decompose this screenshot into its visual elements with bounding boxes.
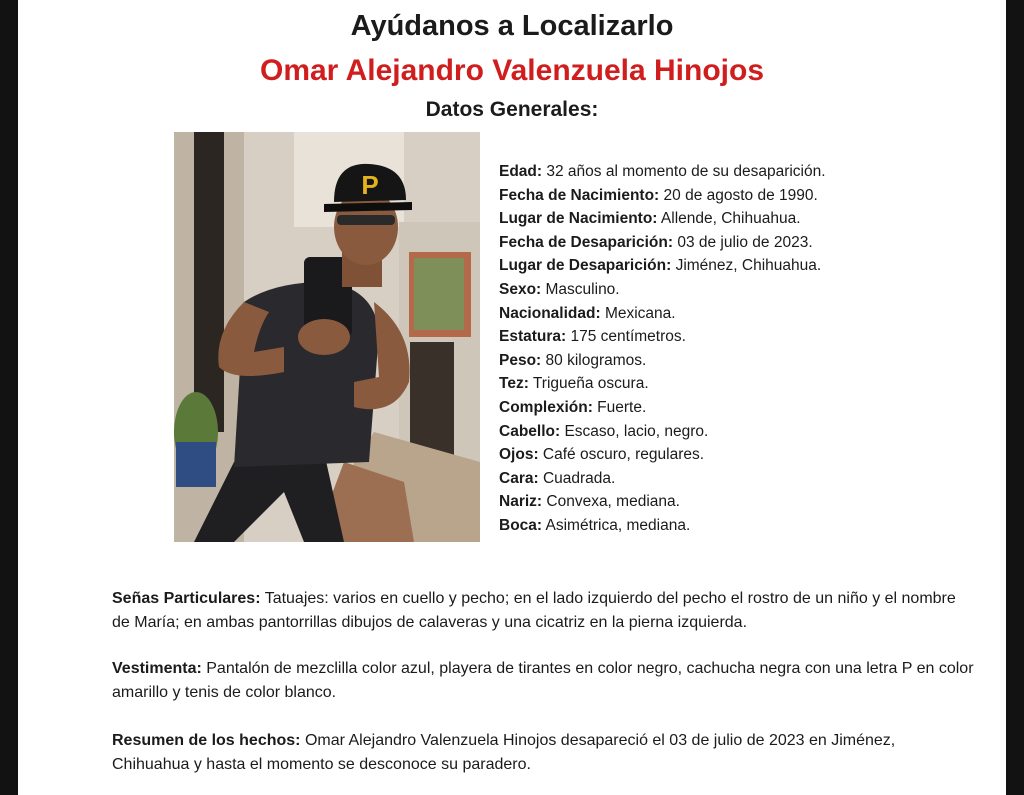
flyer-heading: Ayúdanos a Localizarlo	[350, 10, 674, 42]
fact-label: Sexo:	[499, 280, 542, 298]
fact-label: Nacionalidad:	[499, 304, 601, 322]
vestimenta-label: Vestimenta:	[112, 660, 202, 677]
fact-label: Nariz:	[499, 493, 543, 511]
senas-particulares	[112, 587, 974, 635]
fact-label: Fecha de Desaparición:	[499, 233, 674, 251]
section-heading: Datos Generales:	[425, 98, 599, 121]
fact-label: Fecha de Nacimiento:	[499, 186, 660, 204]
fact-value: Café oscuro, regulares.	[538, 446, 705, 464]
fact-value: Fuerte.	[592, 398, 647, 416]
fact-label: Ojos:	[499, 446, 539, 464]
fact-label: Lugar de Nacimiento:	[499, 210, 658, 228]
senas-label: Señas Particulares:	[112, 590, 261, 607]
fact-value: 32 años al momento de su desaparición.	[542, 163, 826, 180]
fact-row	[499, 302, 979, 326]
senas-text: Tatuajes: varios en cuello y pecho; en el lado izquierdo del pecho el rostro de un niño y el nombre de María; en ambas pantorrillas dibujos de calaveras y una cicatriz en la pierna izquierda.	[112, 590, 956, 631]
fact-value: 03 de julio de 2023.	[673, 233, 813, 251]
fact-value: Trigueña oscura.	[528, 375, 649, 393]
fact-row	[499, 254, 979, 278]
vestimenta-text: Pantalón de mezclilla color azul, playera de tirantes en color negro, cachucha negra con una letra P en color amarillo y tenis de color blanco.	[112, 660, 974, 701]
resumen-hechos	[112, 729, 974, 777]
fact-label: Lugar de Desaparición:	[499, 257, 672, 275]
fact-row	[499, 231, 979, 255]
vestimenta	[112, 657, 974, 705]
fact-row	[499, 514, 979, 538]
fact-value: Cuadrada.	[538, 469, 616, 487]
fact-value: Masculino.	[541, 280, 620, 298]
fact-row	[499, 184, 979, 208]
fact-value: Asimétrica, mediana.	[542, 516, 691, 534]
fact-value: 175 centímetros.	[566, 328, 686, 346]
fact-value: Convexa, mediana.	[542, 493, 680, 511]
fact-row	[499, 349, 979, 373]
fact-row	[499, 160, 979, 184]
facts-list	[499, 160, 979, 538]
missing-person-name: Omar Alejandro Valenzuela Hinojos	[259, 54, 765, 87]
fact-row	[499, 396, 979, 420]
fact-row	[499, 207, 979, 231]
fact-label: Estatura:	[499, 328, 567, 346]
fact-label: Peso:	[499, 351, 542, 369]
flyer-sheet	[18, 0, 1006, 795]
fact-row	[499, 325, 979, 349]
fact-row	[499, 372, 979, 396]
fact-label: Boca:	[499, 516, 543, 534]
fact-label: Edad:	[499, 163, 543, 180]
resumen-label: Resumen de los hechos:	[112, 732, 301, 749]
fact-value: 20 de agosto de 1990.	[659, 186, 818, 204]
fact-row	[499, 420, 979, 444]
resumen-text: Omar Alejandro Valenzuela Hinojos desapareció el 03 de julio de 2023 en Jiménez, Chihuahua y hasta el momento se desconoce su paradero.	[112, 732, 896, 773]
fact-value: Allende, Chihuahua.	[657, 210, 801, 228]
fact-value: Mexicana.	[600, 304, 676, 322]
cap-letter: P	[361, 170, 379, 200]
fact-value: 80 kilogramos.	[541, 351, 647, 369]
fact-row	[499, 278, 979, 302]
fact-label: Cabello:	[499, 422, 561, 440]
person-photo	[174, 132, 480, 542]
fact-row	[499, 490, 979, 514]
fact-value: Escaso, lacio, negro.	[560, 422, 709, 440]
fact-label: Complexión:	[499, 398, 593, 416]
fact-label: Tez:	[499, 375, 529, 393]
fact-value: Jiménez, Chihuahua.	[671, 257, 822, 275]
fact-row	[499, 443, 979, 467]
fact-row	[499, 467, 979, 491]
fact-label: Cara:	[499, 469, 539, 487]
